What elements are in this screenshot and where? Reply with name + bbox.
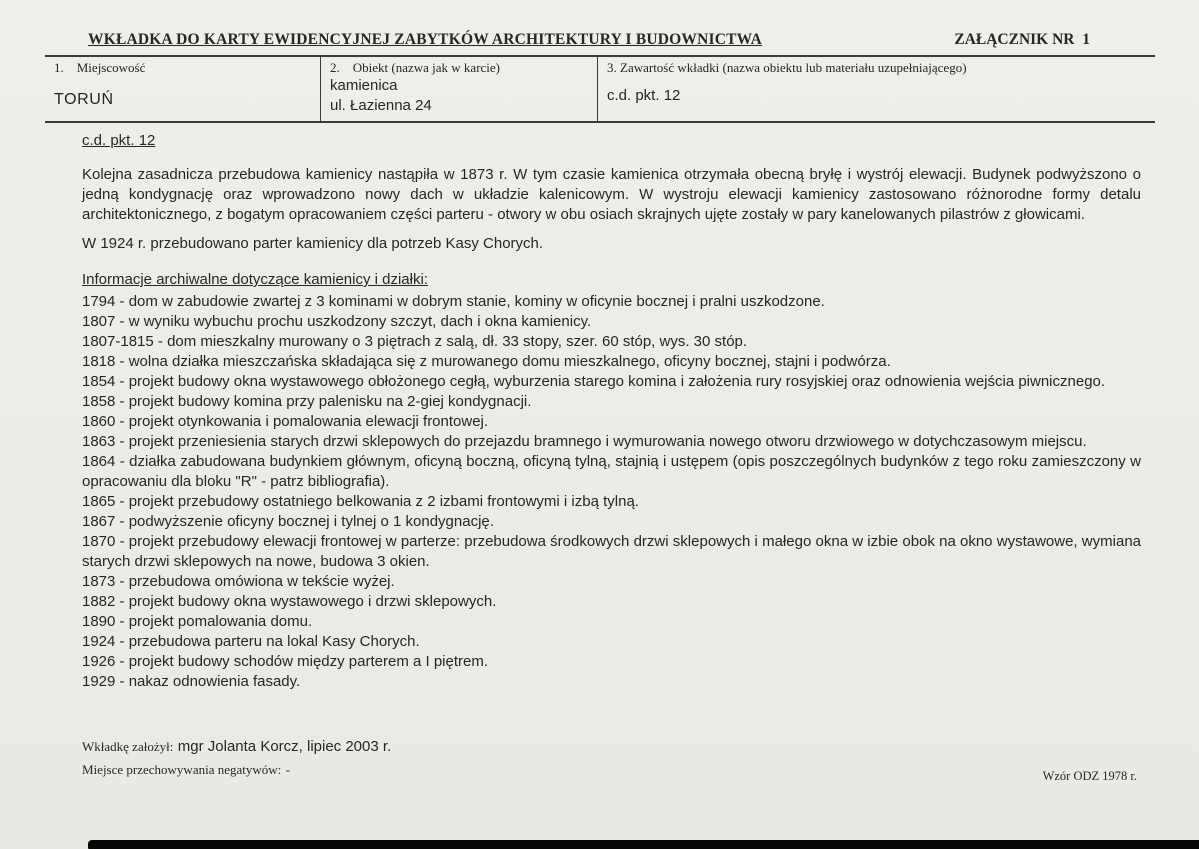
archive-heading: Informacje archiwalne dotyczące kamienicy i działki: <box>82 271 428 288</box>
negatives-label: Miejsce przechowywania negatywów: <box>82 762 282 777</box>
archive-entry-1929: 1929 - nakaz odnowienia fasady. <box>82 673 301 690</box>
section-heading: c.d. pkt. 12 <box>82 132 156 149</box>
field-label-miejscowosc: 1. Miejscowość <box>54 60 146 75</box>
archive-entry-1890: 1890 - projekt pomalowania domu. <box>82 613 313 630</box>
archive-entry-1858: 1858 - projekt budowy komina przy palenisku na 2-giej kondygnacji. <box>82 393 532 410</box>
field-value-obiekt-name: kamienica <box>330 77 398 94</box>
table-cell-obiekt <box>320 57 597 121</box>
identification-table <box>45 55 1155 123</box>
archive-entry-1854: 1854 - projekt budowy okna wystawowego obłożonego cegłą, wyburzenia starego komina i założenia rury rosyjskiej oraz odnowienia wejścia piwnicznego. <box>82 373 1106 390</box>
archive-entry-1926: 1926 - projekt budowy schodów między parterem a I piętrem. <box>82 653 489 670</box>
archive-entry-1807: 1807 - w wyniku wybuchu prochu uszkodzony szczyt, dach i okna kamienicy. <box>82 313 592 330</box>
field-value-miejscowosc: TORUŃ <box>54 91 114 108</box>
archive-entry-1818: 1818 - wolna działka mieszczańska składająca się z murowanego domu mieszkalnego, oficyny bocznej, stajni i podwórza. <box>82 353 891 370</box>
field-label-obiekt: 2. Obiekt (nazwa jak w karcie) <box>330 60 501 75</box>
negatives-value: - <box>285 762 291 777</box>
archive-entry-1860: 1860 - projekt otynkowania i pomalowania elewacji frontowej. <box>82 413 489 430</box>
archive-entry-1864: 1864 - działka zabudowana budynkiem głównym, oficyną boczną, oficyną tylną, stajnią i ustępem (opis poszczególnych budynków z tego roku zamieszczony w opracowaniu dla bloku "R" - patrz bibliografia). <box>82 453 1141 490</box>
archive-entry-1865: 1865 - projekt przebudowy ostatniego belkowania z 2 izbami frontowymi i izbą tylną. <box>82 493 639 510</box>
founder-value: mgr Jolanta Korcz, lipiec 2003 r. <box>177 738 392 755</box>
document-header <box>45 31 1155 49</box>
paragraph-history: Kolejna zasadnicza przebudowa kamienicy nastąpiła w 1873 r. W tym czasie kamienica otrzymała obecną bryłę i wystrój elewacji. Budynek podwyższono o jedną kondygnację oraz wprowadzono nowy dach w układzie kalenicowym. W wystroju elewacji kamienicy zastosowano różnorodne formy detalu architektonicznego, z bogatym opracowaniem części parteru - otwory w obu osiach skrajnych ujęte zostały w pary kanelowanych pilastrów z głowicami. <box>82 166 1141 223</box>
archive-entry-1794: 1794 - dom w zabudowie zwartej z 3 kominami w dobrym stanie, kominy w oficynie bocznej i pralni uszkodzone. <box>82 293 825 310</box>
field-value-obiekt-address: ul. Łazienna 24 <box>330 97 432 114</box>
founder-label: Wkładkę założył: <box>82 739 174 754</box>
document-body <box>82 131 1141 692</box>
document-footer <box>82 738 391 784</box>
field-value-zawartosc: c.d. pkt. 12 <box>607 87 681 104</box>
archive-entry-1867: 1867 - podwyższenie oficyny bocznej i tylnej o 1 kondygnację. <box>82 513 494 530</box>
document-title: WKŁADKA DO KARTY EWIDENCYJNEJ ZABYTKÓW ARCHITEKTURY I BUDOWNICTWA <box>88 31 763 48</box>
scan-edge-artifact <box>88 840 1199 849</box>
field-label-zawartosc: 3. Zawartość wkładki (nazwa obiektu lub materiału uzupełniającego) <box>607 60 967 75</box>
table-cell-zawartosc <box>597 57 1155 121</box>
form-template-note: Wzór ODZ 1978 r. <box>1042 769 1137 783</box>
archive-entry-1924: 1924 - przebudowa parteru na lokal Kasy Chorych. <box>82 633 420 650</box>
archive-entry-1870: 1870 - projekt przebudowy elewacji frontowej w parterze: przebudowa środkowych drzwi sklepowych i małego okna w izbie obok na okno wystawowe, wymiana starych drzwi sklepowych na nowe, budowa 3 okien. <box>82 533 1141 570</box>
attachment-number: ZAŁĄCZNIK NR 1 <box>954 31 1090 48</box>
negatives-row <box>82 761 391 779</box>
archive-entry-1873: 1873 - przebudowa omówiona w tekście wyżej. <box>82 573 395 590</box>
archive-entry-1882: 1882 - projekt budowy okna wystawowego i drzwi sklepowych. <box>82 593 497 610</box>
paragraph-1924: W 1924 r. przebudowano parter kamienicy dla potrzeb Kasy Chorych. <box>82 235 544 252</box>
archive-entry-1807-1815: 1807-1815 - dom mieszkalny murowany o 3 piętrach z salą, dł. 33 stopy, szer. 60 stóp, wys. 30 stóp. <box>82 333 748 350</box>
founder-row <box>82 738 391 756</box>
table-cell-miejscowosc <box>45 57 320 121</box>
archive-entry-1863: 1863 - projekt przeniesienia starych drzwi sklepowych do przejazdu bramnego i wymurowania nowego otworu drzwiowego w dotychczasowym miejscu. <box>82 433 1087 450</box>
